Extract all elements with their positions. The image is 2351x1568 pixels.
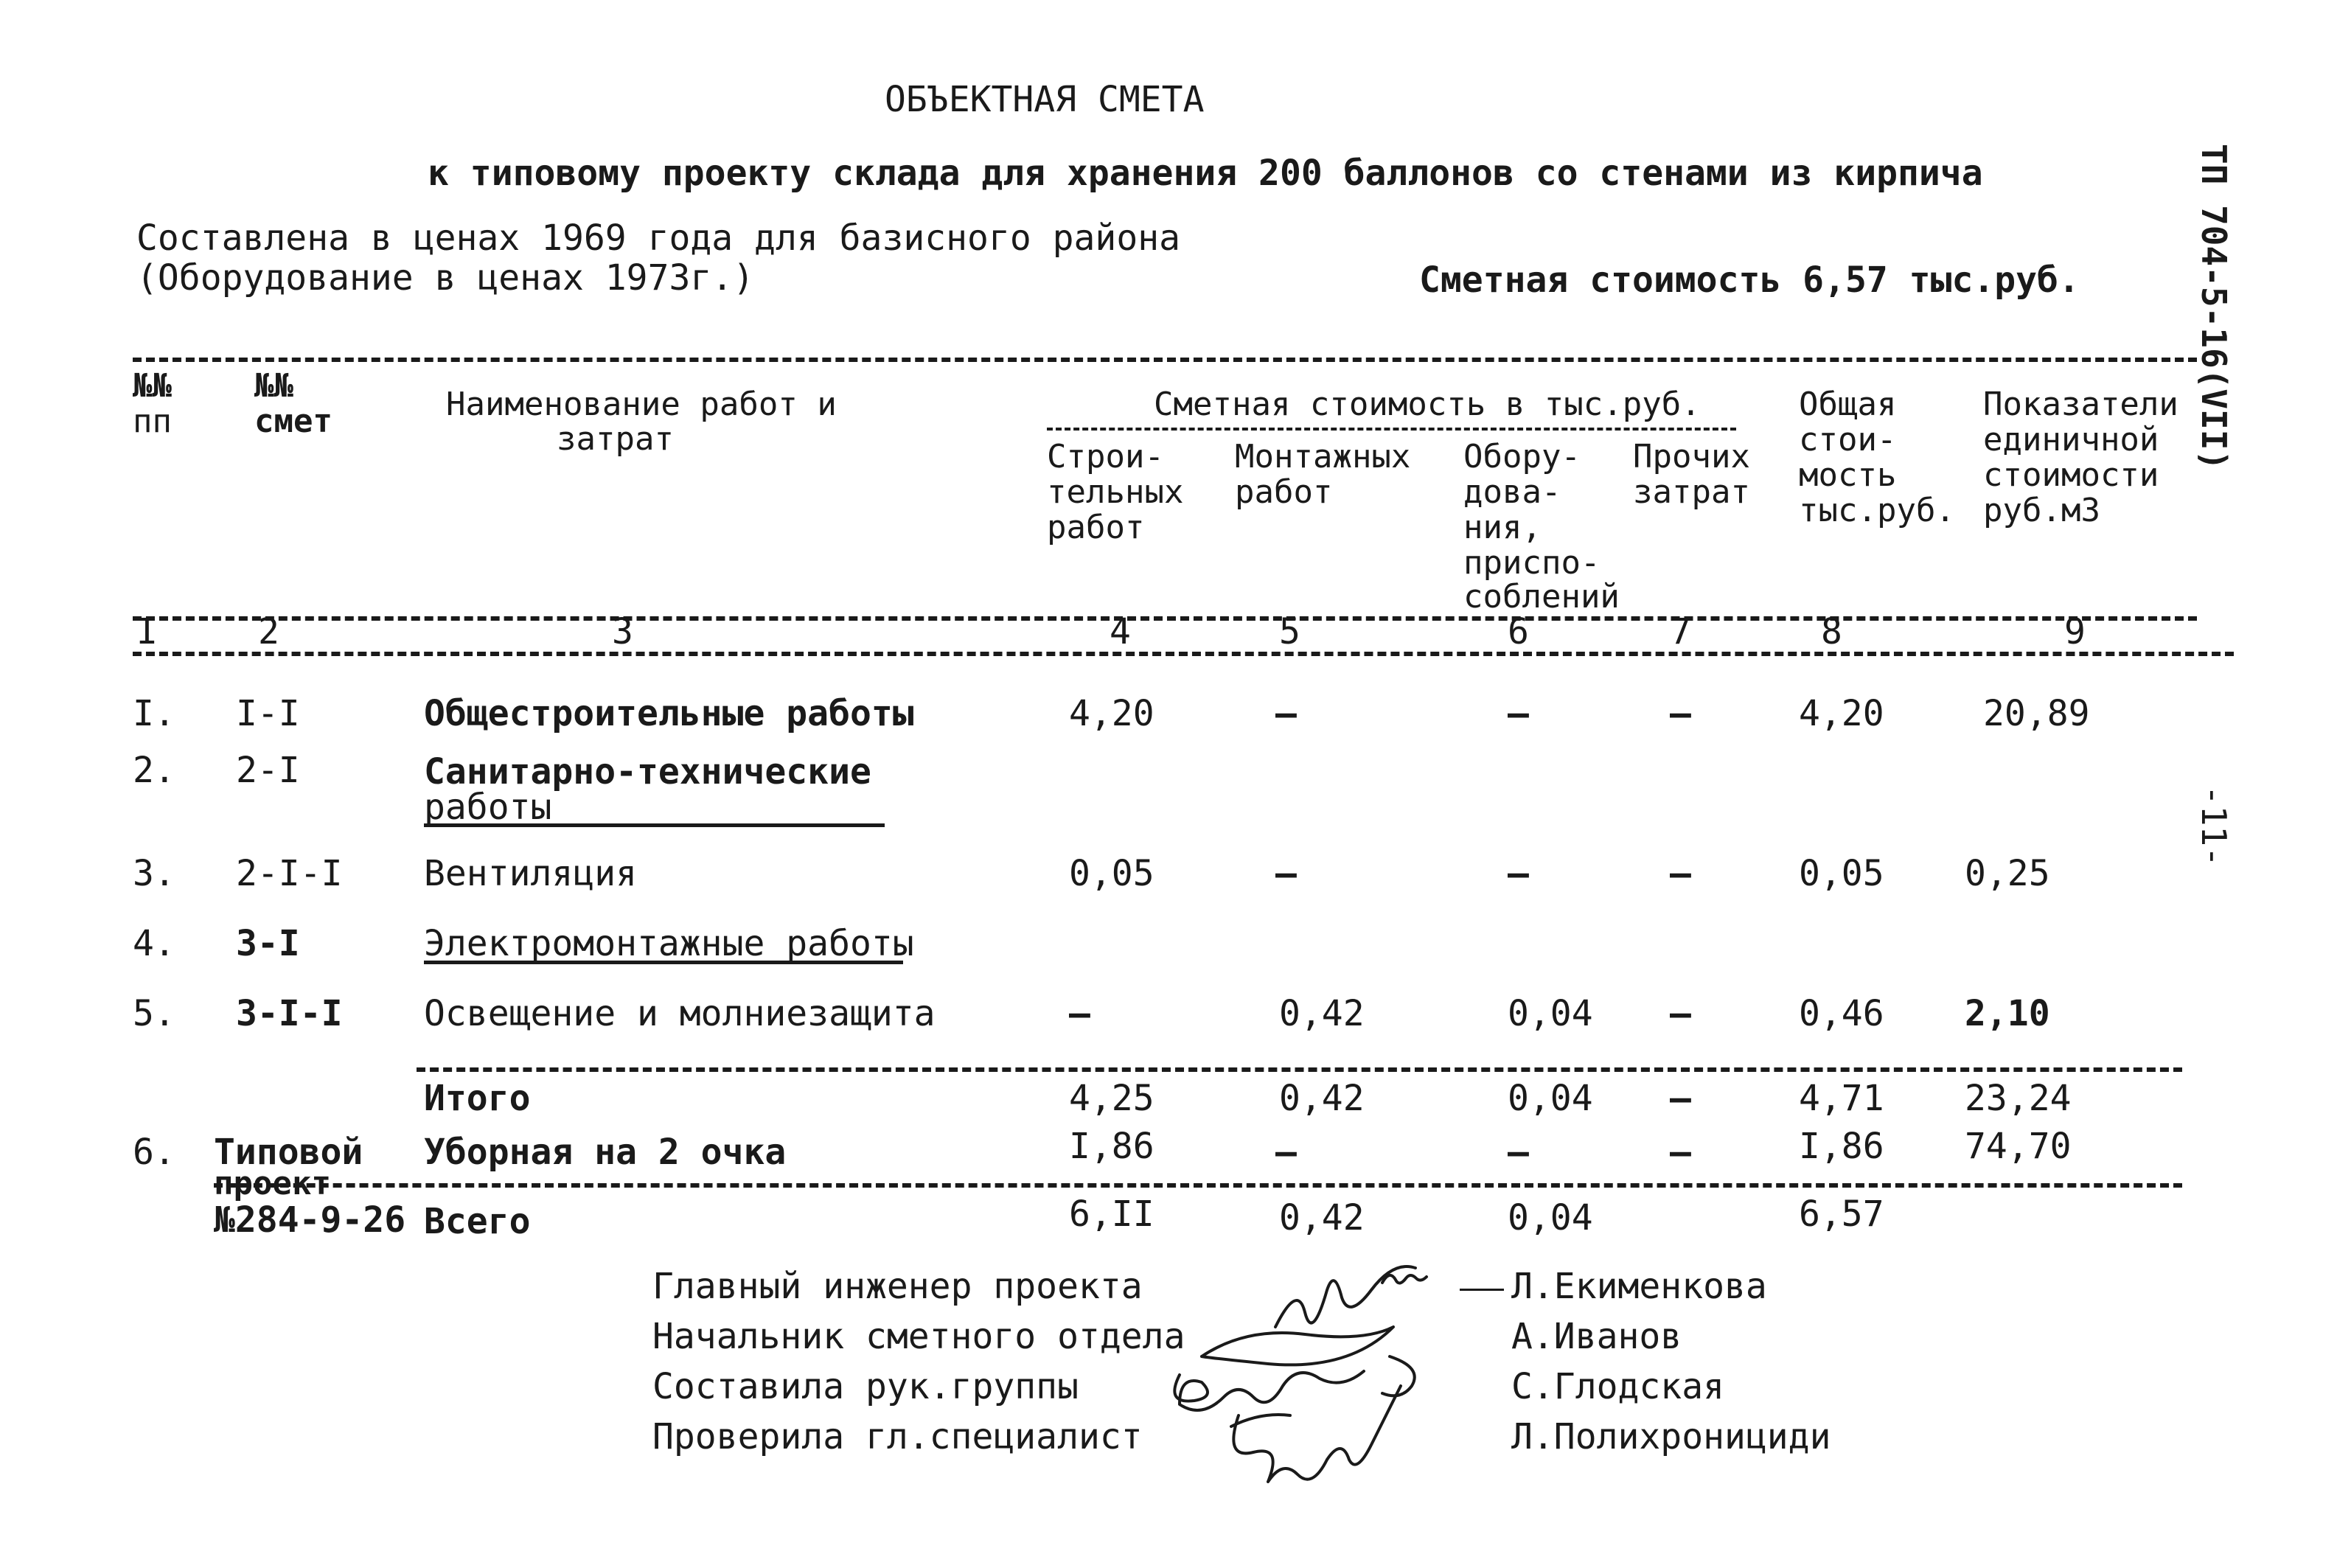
document-title: ОБЪЕКТНАЯ СМЕТА bbox=[885, 79, 1205, 120]
row-other: – bbox=[1670, 993, 1691, 1034]
total-construction: 6,II bbox=[1069, 1194, 1154, 1235]
row-total-cost: 0,46 bbox=[1799, 993, 1884, 1034]
row-smeta: 3-I-I bbox=[236, 993, 343, 1034]
row-equipment: – bbox=[1508, 693, 1529, 734]
row-installation: – bbox=[1275, 1132, 1297, 1173]
header-top-rule bbox=[133, 358, 2197, 362]
project-number: №284-9-26 bbox=[214, 1199, 406, 1241]
row-construction: – bbox=[1069, 993, 1090, 1034]
header-col-9-line-1: Показатели bbox=[1983, 386, 2178, 423]
margin-project-code: ТП 704-5-16(VII) bbox=[2194, 144, 2234, 471]
handwritten-signatures bbox=[1135, 1246, 1474, 1526]
header-col-8-line-2: стои- bbox=[1799, 421, 1897, 459]
header-col-2-line-1: №№ bbox=[254, 367, 293, 405]
document-subtitle: к типовому проекту склада для хранения 200 баллонов со стенами из кирпича bbox=[428, 153, 1983, 194]
column-numbers-top-rule bbox=[133, 616, 2197, 621]
row-name: Уборная на 2 очка bbox=[424, 1132, 787, 1173]
column-number-3: 3 bbox=[612, 611, 633, 652]
header-col-6-line-1: Обору- bbox=[1463, 438, 1581, 475]
subtotal-label: Итого bbox=[424, 1078, 531, 1119]
header-col-4-line-2: тельных bbox=[1047, 473, 1184, 511]
header-col-1-line-2: пп bbox=[133, 403, 172, 440]
header-col-1-line-1: №№ bbox=[133, 367, 172, 405]
header-col-6-line-3: ния, bbox=[1463, 509, 1542, 546]
prices-line-2: (Оборудование в ценах 1973г.) bbox=[136, 257, 755, 299]
signature-role-4: Проверила гл.специалист bbox=[652, 1416, 1143, 1457]
subtotal-other: – bbox=[1670, 1078, 1691, 1119]
signature-role-1: Главный инженер проекта bbox=[652, 1266, 1143, 1307]
row-other: – bbox=[1670, 853, 1691, 894]
header-col-5-line-2: работ bbox=[1235, 473, 1333, 511]
row-smeta: 3-I bbox=[236, 923, 300, 964]
signature-name-3: С.Глодская bbox=[1511, 1366, 1724, 1407]
signature-name-4: Л.Полихронициди bbox=[1511, 1416, 1831, 1457]
row-smeta: Типовой bbox=[214, 1132, 363, 1173]
row-equipment: – bbox=[1508, 1132, 1529, 1173]
row-total-cost: I,86 bbox=[1799, 1126, 1884, 1167]
row-total-cost: 4,20 bbox=[1799, 693, 1884, 734]
row-total-cost: 0,05 bbox=[1799, 853, 1884, 894]
header-col-6-line-2: дова- bbox=[1463, 473, 1561, 511]
header-col-9-line-2: единичной bbox=[1983, 421, 2159, 459]
row-number: I. bbox=[133, 693, 175, 734]
row-unit-cost: 74,70 bbox=[1965, 1126, 2072, 1167]
row-name: Вентиляция bbox=[424, 853, 637, 894]
row-installation: 0,42 bbox=[1279, 993, 1365, 1034]
total-label: Всего bbox=[424, 1201, 531, 1242]
row-name-continued: работы bbox=[424, 787, 552, 828]
total-total-cost: 6,57 bbox=[1799, 1194, 1884, 1235]
column-number-1: I bbox=[136, 611, 158, 652]
row-construction: 4,20 bbox=[1069, 693, 1154, 734]
column-number-7: 7 bbox=[1670, 611, 1691, 652]
page-number: -11- bbox=[2194, 785, 2234, 867]
header-col-9-line-4: руб.м3 bbox=[1983, 492, 2100, 529]
subtotal-installation: 0,42 bbox=[1279, 1078, 1365, 1119]
estimated-cost: Сметная стоимость 6,57 тыс.руб. bbox=[1419, 259, 2080, 301]
row-unit-cost: 20,89 bbox=[1983, 693, 2090, 734]
column-number-9: 9 bbox=[2064, 611, 2086, 652]
header-col-4-line-1: Строи- bbox=[1047, 438, 1164, 475]
column-number-2: 2 bbox=[258, 611, 279, 652]
row-number: 3. bbox=[133, 853, 175, 894]
row-unit-cost: 2,10 bbox=[1965, 993, 2050, 1034]
signature-name-2: А.Иванов bbox=[1511, 1316, 1682, 1357]
row-equipment: 0,04 bbox=[1508, 993, 1593, 1034]
row-other: – bbox=[1670, 693, 1691, 734]
header-col-3-line-2: затрат bbox=[557, 420, 674, 458]
column-number-5: 5 bbox=[1279, 611, 1300, 652]
row-other: – bbox=[1670, 1132, 1691, 1173]
row-number: 5. bbox=[133, 993, 175, 1034]
header-col-9-line-3: стоимости bbox=[1983, 456, 2159, 494]
row-smeta-continued: проект bbox=[214, 1165, 331, 1202]
row-unit-cost: 0,25 bbox=[1965, 853, 2050, 894]
header-col-7-line-1: Прочих bbox=[1633, 438, 1750, 475]
header-col-4-line-3: работ bbox=[1047, 509, 1145, 546]
row-construction: 0,05 bbox=[1069, 853, 1154, 894]
column-number-6: 6 bbox=[1508, 611, 1529, 652]
subtotal-total-cost: 4,71 bbox=[1799, 1078, 1884, 1119]
header-col-8-line-4: тыс.руб. bbox=[1799, 492, 1955, 529]
row-installation: – bbox=[1275, 693, 1297, 734]
column-number-4: 4 bbox=[1110, 611, 1131, 652]
header-col-3-line-1: Наименование работ и bbox=[446, 386, 837, 423]
section-underline bbox=[424, 961, 903, 964]
header-cost-group: Сметная стоимость в тыс.руб. bbox=[1154, 386, 1701, 423]
row-number: 6. bbox=[133, 1132, 175, 1173]
row-construction: I,86 bbox=[1069, 1126, 1154, 1167]
subtotal-unit-cost: 23,24 bbox=[1965, 1078, 2072, 1119]
header-col-7-line-2: затрат bbox=[1633, 473, 1750, 511]
column-number-8: 8 bbox=[1821, 611, 1842, 652]
column-numbers-bottom-rule bbox=[133, 652, 2234, 656]
header-col-2-line-2: смет bbox=[254, 403, 332, 440]
row-name: Электромонтажные работы bbox=[424, 923, 914, 964]
header-col-5-line-1: Монтажных bbox=[1235, 438, 1411, 475]
subtotal-construction: 4,25 bbox=[1069, 1078, 1154, 1119]
row-equipment: – bbox=[1508, 853, 1529, 894]
section-underline bbox=[424, 823, 885, 827]
header-col-6-line-5: соблений bbox=[1463, 578, 1620, 616]
row-smeta: I-I bbox=[236, 693, 300, 734]
header-col-8-line-1: Общая bbox=[1799, 386, 1897, 423]
signature-name-1: Л.Екименкова bbox=[1511, 1266, 1767, 1307]
subtotal-equipment: 0,04 bbox=[1508, 1078, 1593, 1119]
row-name: Санитарно-технические bbox=[424, 751, 871, 792]
row-number: 4. bbox=[133, 923, 175, 964]
row-smeta: 2-I bbox=[236, 750, 300, 791]
row-name: Освещение и молниезащита bbox=[424, 993, 936, 1034]
prices-line-1: Составлена в ценах 1969 года для базисного района bbox=[136, 217, 1181, 259]
header-group-rule bbox=[1047, 428, 1736, 431]
total-installation: 0,42 bbox=[1279, 1197, 1365, 1238]
row-installation: – bbox=[1275, 853, 1297, 894]
subtotal-top-rule bbox=[417, 1067, 2182, 1072]
row-smeta: 2-I-I bbox=[236, 853, 343, 894]
signature-role-2: Начальник сметного отдела bbox=[652, 1316, 1185, 1357]
total-equipment: 0,04 bbox=[1508, 1197, 1593, 1238]
row-number: 2. bbox=[133, 750, 175, 791]
total-top-rule bbox=[214, 1183, 2182, 1188]
header-col-8-line-3: мость bbox=[1799, 456, 1897, 494]
header-col-6-line-4: приспо- bbox=[1463, 544, 1601, 582]
signature-role-3: Составила рук.группы bbox=[652, 1366, 1079, 1407]
row-name: Общестроительные работы bbox=[424, 693, 914, 734]
